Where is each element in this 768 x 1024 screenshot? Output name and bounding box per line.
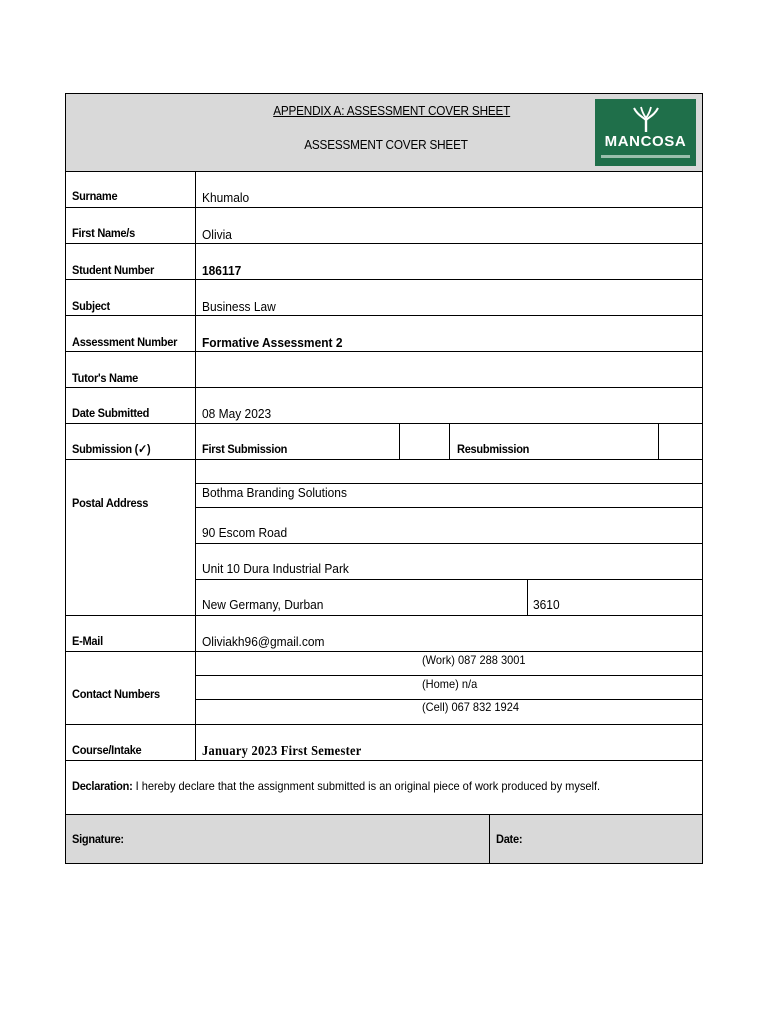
contact-numbers-label: Contact Numbers: [72, 687, 160, 701]
postal-line-1[interactable]: Bothma Branding Solutions: [202, 485, 347, 500]
postal-line-4[interactable]: New Germany, Durban: [202, 597, 324, 612]
date-label: Date:: [496, 832, 523, 846]
work-number[interactable]: (Work) 087 288 3001: [422, 653, 526, 667]
appendix-title: APPENDIX A: ASSESSMENT COVER SHEET: [273, 104, 511, 118]
date-field[interactable]: [536, 816, 683, 862]
declaration-label: Declaration:: [72, 779, 133, 793]
declaration-text: I hereby declare that the assignment submitted is an original piece of work produced by myself.: [135, 779, 601, 793]
course-intake-label: Course/Intake: [72, 743, 142, 757]
submission-label: Submission (✓): [72, 442, 151, 456]
declaration: [72, 779, 600, 793]
subject-value[interactable]: Business Law: [202, 299, 276, 314]
surname-value[interactable]: Khumalo: [202, 190, 250, 205]
logo-tagline: [601, 155, 690, 158]
subject-label: Subject: [72, 299, 110, 313]
tutor-name-label: Tutor's Name: [72, 371, 138, 385]
postal-line-3[interactable]: Unit 10 Dura Industrial Park: [202, 561, 349, 576]
logo-text: MANCOSA: [604, 133, 687, 150]
signature-field[interactable]: [146, 816, 459, 862]
course-intake-value[interactable]: January 2023 First Semester: [202, 743, 362, 758]
tree-logo-icon: [631, 106, 661, 132]
postal-line-2[interactable]: 90 Escom Road: [202, 525, 288, 540]
first-submission-label: First Submission: [202, 442, 288, 456]
student-number-value[interactable]: 186117: [202, 263, 242, 278]
signature-label: Signature:: [72, 832, 124, 846]
home-number[interactable]: (Home) n/a: [422, 677, 478, 691]
surname-label: Surname: [72, 189, 118, 203]
student-number-label: Student Number: [72, 263, 155, 277]
assessment-number-label: Assessment Number: [72, 335, 178, 349]
postal-address-label: Postal Address: [72, 496, 149, 510]
resubmission-checkbox[interactable]: [659, 424, 699, 459]
resubmission-label: Resubmission: [457, 442, 530, 456]
date-submitted-value[interactable]: 08 May 2023: [202, 406, 272, 421]
subtitle: ASSESSMENT COVER SHEET: [304, 138, 468, 152]
date-submitted-label: Date Submitted: [72, 406, 150, 420]
cell-number[interactable]: (Cell) 067 832 1924: [422, 700, 519, 714]
first-submission-checkbox[interactable]: [400, 424, 445, 459]
first-name-value[interactable]: Olivia: [202, 227, 232, 242]
cover-sheet: [65, 93, 703, 864]
postal-code[interactable]: 3610: [533, 597, 560, 612]
assessment-number-value[interactable]: Formative Assessment 2: [202, 335, 343, 350]
mancosa-logo: [595, 99, 696, 166]
first-name-label: First Name/s: [72, 226, 135, 240]
email-label: E-Mail: [72, 634, 103, 648]
email-value[interactable]: Oliviakh96@gmail.com: [202, 634, 325, 649]
